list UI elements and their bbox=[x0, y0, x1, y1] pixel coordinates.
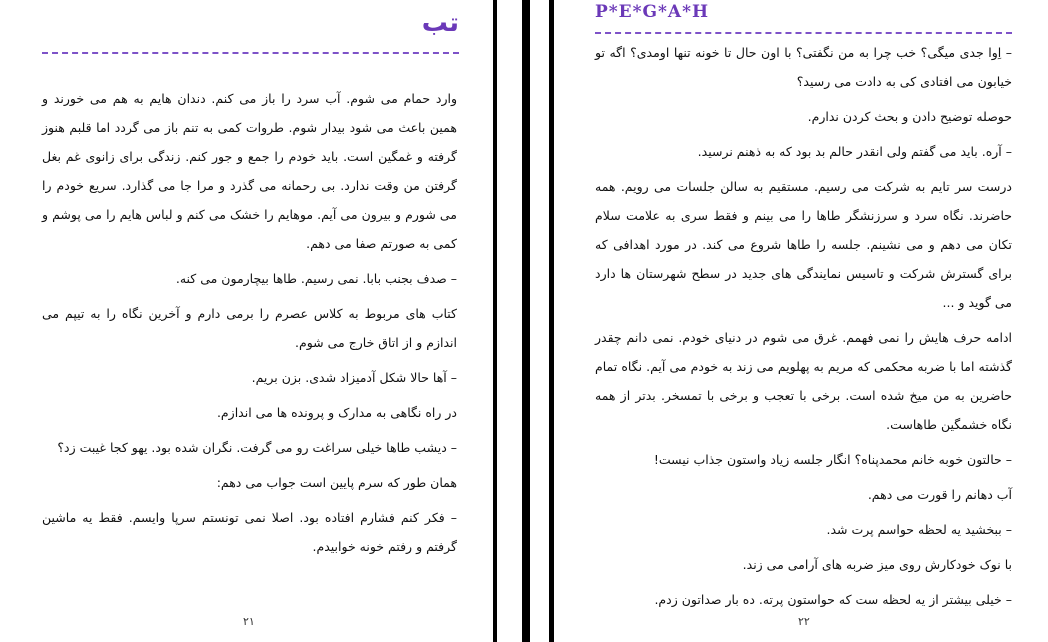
paragraph: حوصله توضیح دادن و بحث کردن ندارم. bbox=[807, 109, 1012, 124]
paragraph: وارد حمام می شوم. آب سرد را باز می کنم. دندان هایم به هم می خورند و همین باعث می شود بیدار شوم. طروات کمی به تنم باز می گردد اما قلبم هنوز گرفته و غمگین است. باید خودم را جمع و جور کنم. زندگی برای زانوی غم بغل گرفتن من وقت ندارد. بی رحمانه می گذرد و مرا جا می گذارد. سریع خودم را می شورم و بیرون می آیم. موهایم را خشک می کنم و لباس هایم را می پوشم و کمی به صورتم صفا می دهم. bbox=[42, 91, 457, 251]
paragraph: کتاب های مربوط به کلاس عصرم را برمی دارم و آخرین نگاه را به تیپم می اندازم و از اتاق خارج می شوم. bbox=[42, 306, 457, 350]
paragraph: – صدف بجنب بابا. نمی رسیم. طاها بیچارمون می کنه. bbox=[175, 271, 457, 286]
paragraph: – اِوا جدی میگی؟ خب چرا به من نگفتی؟ با اون حال تا خونه تنها اومدی؟ اگه تو خیابون می افتادی کی به دادت می رسید؟ bbox=[595, 45, 1012, 89]
paragraph: در راه نگاهی به مدارک و پرونده ها می اندازم. bbox=[216, 405, 457, 420]
left-page-body bbox=[42, 84, 457, 567]
right-page-header-rule bbox=[595, 32, 1012, 34]
paragraph: – خیلی بیشتر از یه لحظه ست که حواستون پرته. ده بار صداتون زدم. bbox=[654, 592, 1012, 607]
right-page-body bbox=[595, 38, 1012, 620]
paragraph: ادامه حرف هایش را نمی فهمم. غرق می شوم در دنیای خودم. نمی دانم چقدر گذشته اما با ضربه محکمی که مریم به پهلویم می زند به خودم می آیم. نگاه تمام حاضرین به من میخ شده است. برخی با تعجب و برخی با تمسخر. بدتر از همه نگاه خشمگین طاهاست. bbox=[595, 330, 1012, 432]
paragraph: – فکر کنم فشارم افتاده بود. اصلا نمی تونستم سرپا وایسم. فقط یه ماشین گرفتم و رفتم خونه خوابیدم. bbox=[42, 510, 457, 554]
paragraph: – آها حالا شکل آدمیزاد شدی. بزن بریم. bbox=[251, 370, 457, 385]
paragraph: همان طور که سرم پایین است جواب می دهم: bbox=[216, 475, 457, 490]
book-spine-left bbox=[522, 0, 530, 642]
paragraph: – آره. باید می گفتم ولی انقدر حالم بد بود که به ذهنم نرسید. bbox=[697, 144, 1012, 159]
paragraph: – حالتون خوبه خانم محمدپناه؟ انگار جلسه زیاد واستون جذاب نیست! bbox=[653, 452, 1012, 467]
paragraph: با نوک خودکارش روی میز ضربه های آرامی می زند. bbox=[742, 557, 1012, 572]
paragraph: – ببخشید یه لحظه حواسم پرت شد. bbox=[826, 522, 1012, 537]
left-page-header-rule bbox=[42, 52, 459, 54]
paragraph: آب دهانم را قورت می دهم. bbox=[867, 487, 1012, 502]
left-page-edge bbox=[493, 0, 497, 642]
book-spine-right bbox=[549, 0, 554, 642]
right-page-number: ۲۲ bbox=[798, 615, 810, 628]
left-page-header-title: تب bbox=[421, 8, 459, 38]
left-page bbox=[0, 0, 495, 642]
paragraph: درست سر تایم به شرکت می رسیم. مستقیم به سالن جلسات می رویم. همه حاضرند. نگاه سرد و سرزنشگر طاها را می بینم و فقط سری به علامت سلام تکان می دهم و می نشینم. جلسه را طاها شروع می کند. در مورد اهدافی که برای گسترش شرکت و تاسیس نمایندگی های جدید در سطح شهرستان ها دارد می گوید و ... bbox=[595, 179, 1012, 310]
paragraph: – دیشب طاها خیلی سراغت رو می گرفت. نگران شده بود. یهو کجا غیبت زد؟ bbox=[57, 440, 457, 455]
left-page-number: ۲۱ bbox=[243, 615, 255, 628]
right-page-header-title: P*E*G*A*H bbox=[595, 2, 710, 22]
right-page bbox=[555, 0, 1048, 642]
